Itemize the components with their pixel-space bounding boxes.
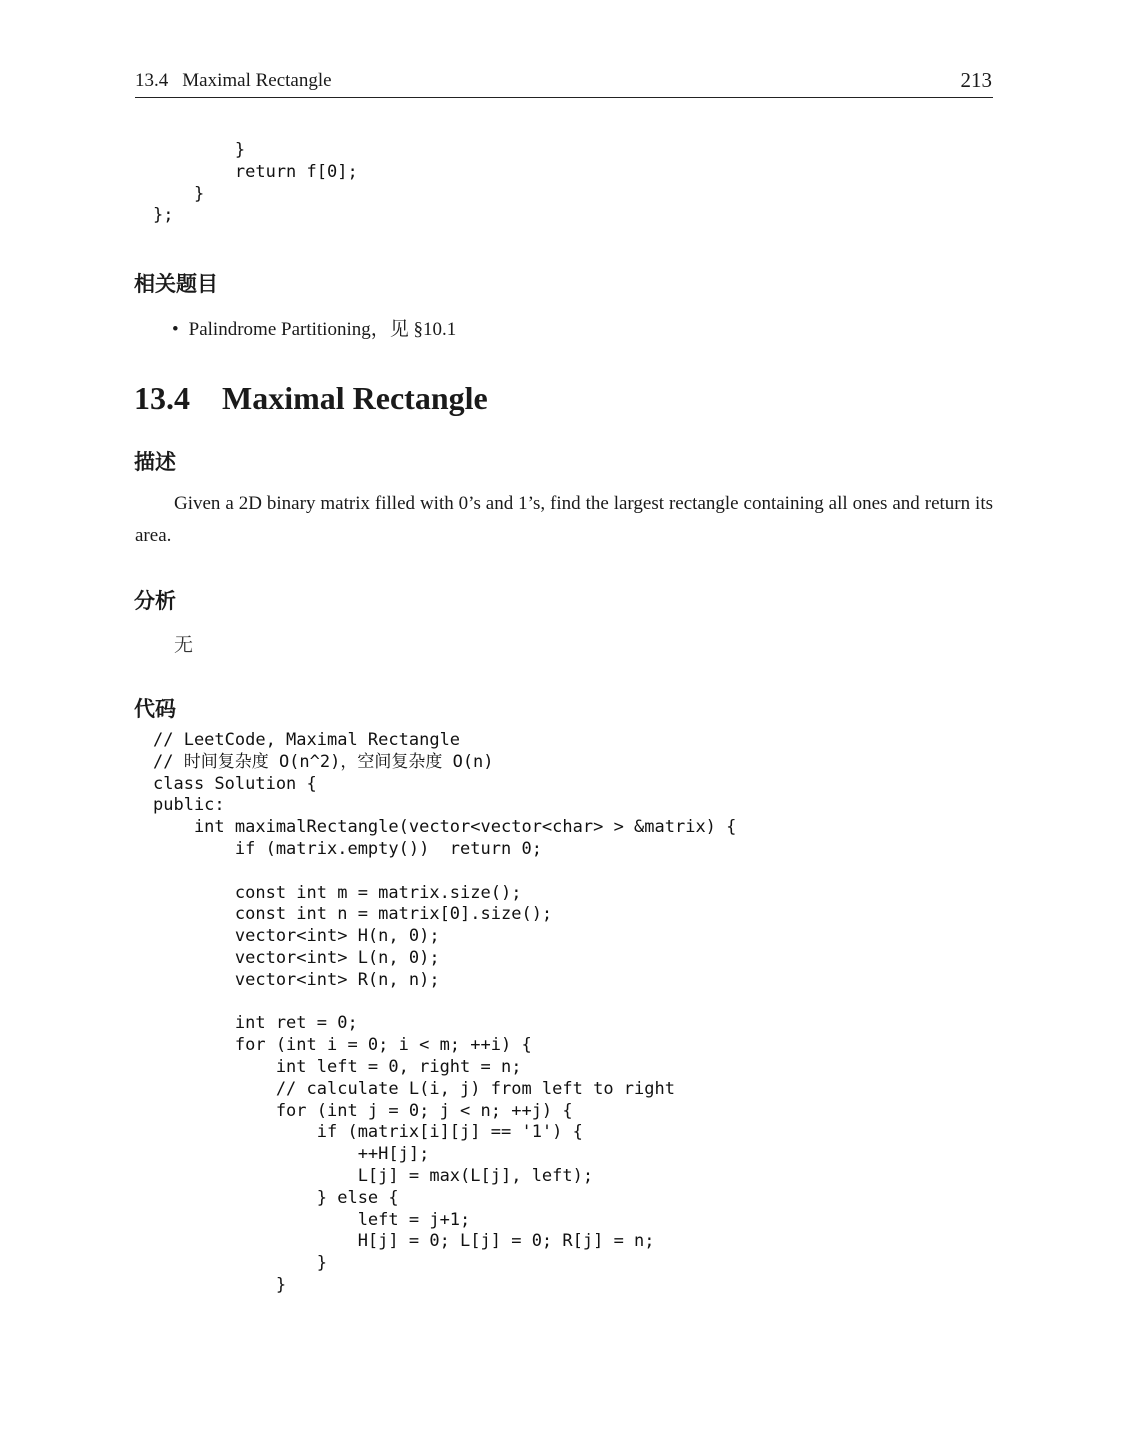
code-line: vector<int> L(n, 0); [153, 947, 440, 968]
code-line: vector<int> H(n, 0); [153, 926, 440, 947]
code-line: if (matrix[i][j] == '1') { [153, 1122, 583, 1143]
code-line [153, 992, 736, 1014]
code-line: } else { [153, 1187, 399, 1208]
analysis-heading: 分析 [134, 589, 176, 613]
code-line: } [153, 140, 246, 160]
code-line: return f[0]; [153, 161, 358, 182]
code-line: public: [153, 795, 225, 816]
code-line: } [153, 1274, 287, 1295]
description-text: Given a 2D binary matrix filled with 0’s and 1’s, find the largest rectangle containing all ones and return its area. [135, 493, 993, 546]
related-item-text[interactable]: Palindrome Partitioning，见 §10.1 [188, 319, 457, 340]
code-line: } [153, 183, 205, 204]
code-line: ++H[j]; [153, 1144, 430, 1165]
code-line: int maximalRectangle(vector<vector<char> > &matrix) { [153, 817, 737, 838]
description-heading: 描述 [134, 450, 176, 474]
header-rule [135, 97, 993, 98]
code-line: if (matrix.empty()) return 0; [153, 838, 542, 859]
header-section-number: 13.4 [135, 70, 169, 91]
code-line: left = j+1; [153, 1209, 471, 1230]
code-line: class Solution { [153, 773, 317, 794]
code-line: H[j] = 0; L[j] = 0; R[j] = n; [153, 1231, 655, 1252]
code-line: L[j] = max(L[j], left); [153, 1165, 594, 1186]
analysis-text: 无 [174, 634, 194, 656]
code-line: const int n = matrix[0].size(); [153, 904, 553, 925]
code-line: } [153, 1253, 327, 1274]
section-name: Maximal Rectangle [222, 380, 488, 416]
code-line: }; [153, 205, 174, 226]
code-line: int left = 0, right = n; [153, 1056, 522, 1077]
code-line: vector<int> R(n, n); [153, 969, 440, 990]
code-line: // LeetCode, Maximal Rectangle [153, 730, 461, 750]
header-section-name: Maximal Rectangle [182, 70, 332, 91]
section-title [134, 380, 488, 417]
related-list-item [172, 314, 456, 341]
related-heading: 相关题目 [134, 272, 218, 296]
code-line: // 时间复杂度 O(n^2)，空间复杂度 O(n) [153, 751, 494, 772]
code-line: for (int j = 0; j < n; ++j) { [153, 1100, 573, 1121]
main-code-block [153, 730, 736, 1297]
running-header [135, 70, 332, 92]
page-number: 213 [960, 68, 992, 92]
previous-code-block [153, 140, 358, 227]
bullet-icon: • [172, 319, 179, 340]
code-heading: 代码 [134, 697, 176, 721]
code-line: // calculate L(i, j) from left to right [153, 1078, 675, 1099]
code-line: for (int i = 0; i < m; ++i) { [153, 1035, 532, 1056]
code-line [153, 861, 736, 883]
code-line: const int m = matrix.size(); [153, 882, 522, 903]
section-number: 13.4 [134, 380, 190, 416]
code-line: int ret = 0; [153, 1013, 358, 1034]
